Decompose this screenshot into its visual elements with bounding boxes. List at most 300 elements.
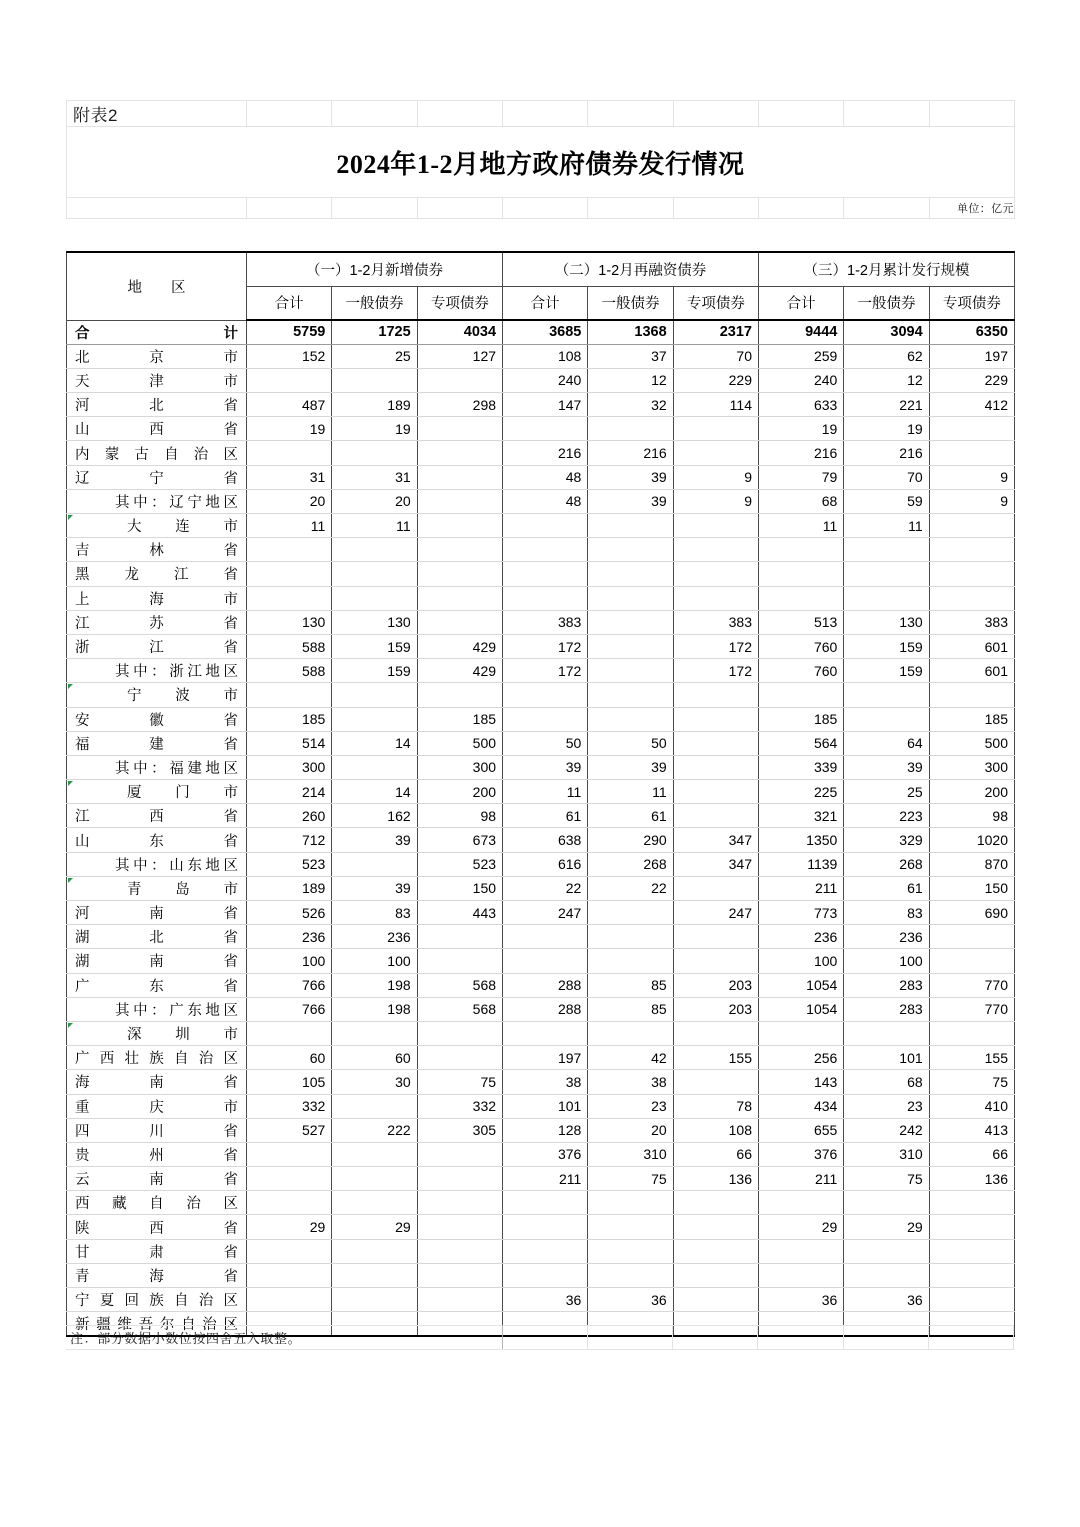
value-refi-special: 203 xyxy=(673,973,758,997)
region-name-cell xyxy=(67,828,247,852)
value-new-special: 300 xyxy=(417,755,502,779)
value-cum-special: 383 xyxy=(929,610,1014,634)
value-cum-special xyxy=(929,1021,1014,1045)
value-cum-total: 633 xyxy=(759,393,844,417)
grid-cell xyxy=(758,101,843,127)
table-row xyxy=(67,610,1015,634)
grid-cell xyxy=(247,101,332,127)
value-new-special xyxy=(417,1239,502,1263)
region-label: 安 徽 省 xyxy=(75,712,238,729)
value-cum-general xyxy=(844,538,929,562)
region-name-cell xyxy=(67,1263,247,1287)
region-label: 其中：浙江地区 xyxy=(115,664,238,681)
table-row xyxy=(67,634,1015,658)
value-refi-general: 39 xyxy=(588,465,673,489)
value-new-special: 332 xyxy=(417,1094,502,1118)
value-cum-special: 185 xyxy=(929,707,1014,731)
value-cum-special: 136 xyxy=(929,1167,1014,1191)
region-name-cell xyxy=(67,1288,247,1312)
region-name-cell xyxy=(67,731,247,755)
value-refi-general: 36 xyxy=(588,1288,673,1312)
value-cum-general: 159 xyxy=(844,634,929,658)
value-cum-special: 66 xyxy=(929,1142,1014,1166)
grid-cell xyxy=(588,198,673,219)
value-new-general xyxy=(332,1021,417,1045)
value-cum-total: 1054 xyxy=(759,973,844,997)
value-cum-general: 236 xyxy=(844,925,929,949)
region-label: 其中：山东地区 xyxy=(115,857,238,874)
value-refi-special xyxy=(673,755,758,779)
table-row xyxy=(67,441,1015,465)
value-new-total xyxy=(247,586,332,610)
region-name-cell xyxy=(67,320,247,344)
value-cum-general: 130 xyxy=(844,610,929,634)
value-cum-total: 29 xyxy=(759,1215,844,1239)
value-new-special xyxy=(417,417,502,441)
table-row xyxy=(67,731,1015,755)
table-row xyxy=(67,465,1015,489)
table-head xyxy=(67,252,1015,320)
cell-error-marker-icon xyxy=(68,878,73,883)
region-label: 宁 波 市 xyxy=(127,688,238,705)
value-cum-general: 83 xyxy=(844,901,929,925)
value-refi-general: 32 xyxy=(588,393,673,417)
cell-error-marker-icon xyxy=(68,684,73,689)
value-refi-special: 347 xyxy=(673,852,758,876)
value-cum-special: 197 xyxy=(929,344,1014,368)
region-name-cell xyxy=(67,1094,247,1118)
value-new-general: 1725 xyxy=(332,320,417,344)
value-new-special: 127 xyxy=(417,344,502,368)
value-refi-general: 39 xyxy=(588,755,673,779)
value-new-total xyxy=(247,562,332,586)
value-cum-special: 690 xyxy=(929,901,1014,925)
value-cum-total xyxy=(759,1191,844,1215)
value-new-special: 568 xyxy=(417,997,502,1021)
column-header-refi-general: 一般债券 xyxy=(588,286,673,320)
value-cum-general xyxy=(844,562,929,586)
value-refi-total xyxy=(503,1191,588,1215)
value-new-special xyxy=(417,586,502,610)
value-cum-special xyxy=(929,1191,1014,1215)
value-cum-total: 773 xyxy=(759,901,844,925)
region-label: 广 东 省 xyxy=(75,978,238,995)
value-new-general xyxy=(332,1288,417,1312)
value-cum-general: 19 xyxy=(844,417,929,441)
region-name-cell xyxy=(67,586,247,610)
value-cum-general: 223 xyxy=(844,804,929,828)
value-refi-total: 172 xyxy=(503,634,588,658)
value-new-general: 39 xyxy=(332,876,417,900)
value-refi-special: 78 xyxy=(673,1094,758,1118)
value-refi-general: 37 xyxy=(588,344,673,368)
value-new-general xyxy=(332,562,417,586)
table-row xyxy=(67,949,1015,973)
value-new-total xyxy=(247,1021,332,1045)
value-new-special xyxy=(417,538,502,562)
value-refi-total xyxy=(503,1263,588,1287)
table-row xyxy=(67,514,1015,538)
value-new-special xyxy=(417,1263,502,1287)
value-refi-total: 211 xyxy=(503,1167,588,1191)
value-cum-special: 150 xyxy=(929,876,1014,900)
value-new-general: 39 xyxy=(332,828,417,852)
value-refi-special: 114 xyxy=(673,393,758,417)
region-label: 其中：福建地区 xyxy=(115,760,238,777)
group-header-cumulative-issuance: （三）1-2月累计发行规模 xyxy=(759,252,1015,286)
region-name-cell xyxy=(67,1142,247,1166)
value-new-general xyxy=(332,538,417,562)
region-name-cell xyxy=(67,1118,247,1142)
sheet-label-row xyxy=(67,101,1015,127)
value-refi-general xyxy=(588,925,673,949)
value-cum-total: 79 xyxy=(759,465,844,489)
value-cum-general: 75 xyxy=(844,1167,929,1191)
value-new-general: 30 xyxy=(332,1070,417,1094)
value-cum-special: 300 xyxy=(929,755,1014,779)
grid-cell xyxy=(332,198,417,219)
value-new-special: 4034 xyxy=(417,320,502,344)
column-header-region: 地 区 xyxy=(67,252,247,320)
value-refi-total: 147 xyxy=(503,393,588,417)
value-cum-special xyxy=(929,949,1014,973)
region-label: 陕 西 省 xyxy=(75,1220,238,1237)
region-label: 湖 南 省 xyxy=(75,954,238,971)
value-cum-total: 434 xyxy=(759,1094,844,1118)
value-new-total: 300 xyxy=(247,755,332,779)
value-refi-general: 38 xyxy=(588,1070,673,1094)
table-row xyxy=(67,1239,1015,1263)
value-new-general xyxy=(332,368,417,392)
region-name-cell xyxy=(67,489,247,513)
value-new-general: 130 xyxy=(332,610,417,634)
region-label: 甘 肃 省 xyxy=(75,1244,238,1261)
value-cum-special: 98 xyxy=(929,804,1014,828)
value-new-general xyxy=(332,1239,417,1263)
value-refi-general xyxy=(588,1239,673,1263)
value-cum-special xyxy=(929,417,1014,441)
group-header-new-bonds: （一）1-2月新增债券 xyxy=(247,252,503,286)
value-new-general: 19 xyxy=(332,417,417,441)
value-refi-total: 247 xyxy=(503,901,588,925)
table-row xyxy=(67,1288,1015,1312)
value-new-total xyxy=(247,1142,332,1166)
value-refi-general: 50 xyxy=(588,731,673,755)
region-name-cell xyxy=(67,1239,247,1263)
region-name-cell xyxy=(67,925,247,949)
value-new-special xyxy=(417,1142,502,1166)
value-refi-general xyxy=(588,514,673,538)
value-new-total xyxy=(247,368,332,392)
value-refi-general xyxy=(588,538,673,562)
value-refi-general: 1368 xyxy=(588,320,673,344)
value-new-general xyxy=(332,586,417,610)
grid-cell xyxy=(587,1326,672,1350)
grid-cell xyxy=(844,101,929,127)
value-cum-general: 68 xyxy=(844,1070,929,1094)
region-name-cell xyxy=(67,465,247,489)
value-refi-general xyxy=(588,1263,673,1287)
region-name-cell xyxy=(67,804,247,828)
value-new-total: 60 xyxy=(247,1046,332,1070)
value-cum-total: 236 xyxy=(759,925,844,949)
value-refi-total xyxy=(503,925,588,949)
region-label: 吉 林 省 xyxy=(75,543,238,560)
table-row xyxy=(67,1094,1015,1118)
value-refi-total xyxy=(503,562,588,586)
value-cum-special xyxy=(929,925,1014,949)
value-new-total: 100 xyxy=(247,949,332,973)
value-new-total: 152 xyxy=(247,344,332,368)
value-new-general xyxy=(332,441,417,465)
region-label: 其中：辽宁地区 xyxy=(115,494,238,511)
value-cum-special: 870 xyxy=(929,852,1014,876)
value-refi-general: 20 xyxy=(588,1118,673,1142)
value-new-general: 198 xyxy=(332,973,417,997)
value-cum-special: 770 xyxy=(929,973,1014,997)
region-label: 深 圳 市 xyxy=(127,1027,238,1044)
value-cum-special xyxy=(929,1239,1014,1263)
region-name-cell xyxy=(67,538,247,562)
value-new-general: 83 xyxy=(332,901,417,925)
value-refi-general xyxy=(588,562,673,586)
group-header-refinancing-bonds: （二）1-2月再融资债券 xyxy=(503,252,759,286)
value-refi-general xyxy=(588,901,673,925)
cell-error-marker-icon xyxy=(68,781,73,786)
grid-cell xyxy=(673,101,758,127)
value-cum-special xyxy=(929,586,1014,610)
value-cum-total: 19 xyxy=(759,417,844,441)
sheet-label: 附表2 xyxy=(67,101,247,127)
value-cum-total xyxy=(759,1239,844,1263)
value-refi-special xyxy=(673,514,758,538)
value-refi-total xyxy=(503,538,588,562)
value-cum-general: 216 xyxy=(844,441,929,465)
grid-cell xyxy=(417,198,502,219)
grid-cell xyxy=(332,101,417,127)
value-refi-general xyxy=(588,417,673,441)
column-header-refi-special: 专项债券 xyxy=(673,286,758,320)
value-refi-total: 38 xyxy=(503,1070,588,1094)
region-label: 河 北 省 xyxy=(75,398,238,415)
value-new-total: 766 xyxy=(247,997,332,1021)
value-refi-total: 383 xyxy=(503,610,588,634)
value-refi-special: 9 xyxy=(673,465,758,489)
value-refi-special xyxy=(673,1191,758,1215)
value-refi-special: 66 xyxy=(673,1142,758,1166)
region-name-cell xyxy=(67,1070,247,1094)
value-cum-special: 413 xyxy=(929,1118,1014,1142)
value-new-special: 298 xyxy=(417,393,502,417)
value-cum-general: 3094 xyxy=(844,320,929,344)
region-label: 湖 北 省 xyxy=(75,930,238,947)
value-refi-total: 172 xyxy=(503,659,588,683)
value-cum-special: 75 xyxy=(929,1070,1014,1094)
value-cum-total: 185 xyxy=(759,707,844,731)
region-label: 其中：广东地区 xyxy=(115,1002,238,1019)
value-cum-general: 61 xyxy=(844,876,929,900)
value-new-general: 159 xyxy=(332,659,417,683)
value-refi-total: 39 xyxy=(503,755,588,779)
value-new-special: 523 xyxy=(417,852,502,876)
value-refi-total: 11 xyxy=(503,780,588,804)
value-cum-special: 9 xyxy=(929,465,1014,489)
region-label: 浙 江 省 xyxy=(75,640,238,657)
value-cum-total: 259 xyxy=(759,344,844,368)
value-cum-special: 1020 xyxy=(929,828,1014,852)
value-cum-general: 59 xyxy=(844,489,929,513)
value-refi-special: 9 xyxy=(673,489,758,513)
value-cum-general: 29 xyxy=(844,1215,929,1239)
value-cum-special: 200 xyxy=(929,780,1014,804)
value-new-total: 487 xyxy=(247,393,332,417)
value-new-total: 29 xyxy=(247,1215,332,1239)
value-refi-general: 216 xyxy=(588,441,673,465)
value-new-total: 130 xyxy=(247,610,332,634)
value-refi-special xyxy=(673,925,758,949)
value-refi-special xyxy=(673,1239,758,1263)
value-new-special: 200 xyxy=(417,780,502,804)
value-refi-general xyxy=(588,659,673,683)
table-row xyxy=(67,925,1015,949)
region-name-cell xyxy=(67,1215,247,1239)
value-refi-general: 85 xyxy=(588,997,673,1021)
value-refi-total xyxy=(503,1021,588,1045)
value-new-general: 159 xyxy=(332,634,417,658)
unit-row xyxy=(67,198,1015,219)
region-name-cell xyxy=(67,1167,247,1191)
value-cum-total xyxy=(759,562,844,586)
region-name-cell xyxy=(67,562,247,586)
value-new-special xyxy=(417,1021,502,1045)
value-new-total xyxy=(247,1167,332,1191)
table-row xyxy=(67,562,1015,586)
value-refi-total: 48 xyxy=(503,465,588,489)
value-refi-special xyxy=(673,1070,758,1094)
value-cum-general xyxy=(844,683,929,707)
value-cum-general: 36 xyxy=(844,1288,929,1312)
value-new-general xyxy=(332,1094,417,1118)
grid-cell xyxy=(844,198,929,219)
value-refi-total: 240 xyxy=(503,368,588,392)
value-cum-general: 329 xyxy=(844,828,929,852)
value-new-special: 568 xyxy=(417,973,502,997)
value-cum-total: 760 xyxy=(759,634,844,658)
value-new-general: 11 xyxy=(332,514,417,538)
value-new-special: 98 xyxy=(417,804,502,828)
value-refi-general xyxy=(588,1191,673,1215)
value-cum-total xyxy=(759,1021,844,1045)
value-cum-total: 1054 xyxy=(759,997,844,1021)
value-new-total: 105 xyxy=(247,1070,332,1094)
region-name-cell xyxy=(67,393,247,417)
value-cum-special: 6350 xyxy=(929,320,1014,344)
grid-cell xyxy=(673,1326,758,1350)
value-new-special xyxy=(417,1191,502,1215)
value-refi-total: 22 xyxy=(503,876,588,900)
value-refi-special: 229 xyxy=(673,368,758,392)
value-refi-general: 11 xyxy=(588,780,673,804)
region-label: 内 蒙 古 自 治 区 xyxy=(75,446,238,463)
grid-cell xyxy=(758,198,843,219)
value-refi-general: 23 xyxy=(588,1094,673,1118)
region-label: 云 南 省 xyxy=(75,1172,238,1189)
value-cum-special xyxy=(929,1288,1014,1312)
value-new-total: 214 xyxy=(247,780,332,804)
value-refi-special xyxy=(673,683,758,707)
value-refi-general: 85 xyxy=(588,973,673,997)
value-refi-special: 172 xyxy=(673,659,758,683)
region-name-cell xyxy=(67,368,247,392)
value-cum-total: 240 xyxy=(759,368,844,392)
table-row xyxy=(67,901,1015,925)
bond-issuance-table xyxy=(66,251,1015,1337)
region-label: 天 津 市 xyxy=(75,373,238,390)
value-refi-general: 61 xyxy=(588,804,673,828)
value-new-total xyxy=(247,1191,332,1215)
value-new-total xyxy=(247,1263,332,1287)
column-header-cum-general: 一般债券 xyxy=(844,286,929,320)
value-cum-special: 9 xyxy=(929,489,1014,513)
footnote-text: 注：部分数据小数位按四舍五入取整。 xyxy=(66,1326,502,1350)
value-refi-total: 61 xyxy=(503,804,588,828)
table-row xyxy=(67,538,1015,562)
value-cum-general: 12 xyxy=(844,368,929,392)
value-new-general: 20 xyxy=(332,489,417,513)
value-new-special: 673 xyxy=(417,828,502,852)
value-refi-total xyxy=(503,1215,588,1239)
value-new-special xyxy=(417,683,502,707)
value-cum-general xyxy=(844,1021,929,1045)
value-cum-special xyxy=(929,562,1014,586)
value-refi-general xyxy=(588,707,673,731)
value-cum-total: 211 xyxy=(759,876,844,900)
region-name-cell xyxy=(67,634,247,658)
value-refi-general xyxy=(588,949,673,973)
value-new-total: 712 xyxy=(247,828,332,852)
region-label: 贵 州 省 xyxy=(75,1147,238,1164)
value-refi-total: 3685 xyxy=(503,320,588,344)
value-refi-general: 12 xyxy=(588,368,673,392)
value-new-special xyxy=(417,1046,502,1070)
value-refi-special xyxy=(673,441,758,465)
column-header-cum-special: 专项债券 xyxy=(929,286,1014,320)
region-name-cell xyxy=(67,876,247,900)
table-row xyxy=(67,1021,1015,1045)
value-refi-total xyxy=(503,949,588,973)
value-cum-general: 11 xyxy=(844,514,929,538)
value-cum-total: 1139 xyxy=(759,852,844,876)
value-new-total: 260 xyxy=(247,804,332,828)
value-refi-total: 288 xyxy=(503,973,588,997)
value-new-general: 100 xyxy=(332,949,417,973)
value-new-special: 443 xyxy=(417,901,502,925)
footnote-row xyxy=(66,1326,1014,1350)
region-label: 山 东 省 xyxy=(75,833,238,850)
value-new-total xyxy=(247,683,332,707)
value-refi-general: 268 xyxy=(588,852,673,876)
value-new-general xyxy=(332,1263,417,1287)
value-new-general: 198 xyxy=(332,997,417,1021)
value-refi-special xyxy=(673,1215,758,1239)
value-new-special xyxy=(417,489,502,513)
table-row xyxy=(67,393,1015,417)
value-new-total: 185 xyxy=(247,707,332,731)
table-row xyxy=(67,417,1015,441)
table-row xyxy=(67,1191,1015,1215)
region-label: 合 计 xyxy=(75,325,238,342)
region-label: 青 海 省 xyxy=(75,1268,238,1285)
